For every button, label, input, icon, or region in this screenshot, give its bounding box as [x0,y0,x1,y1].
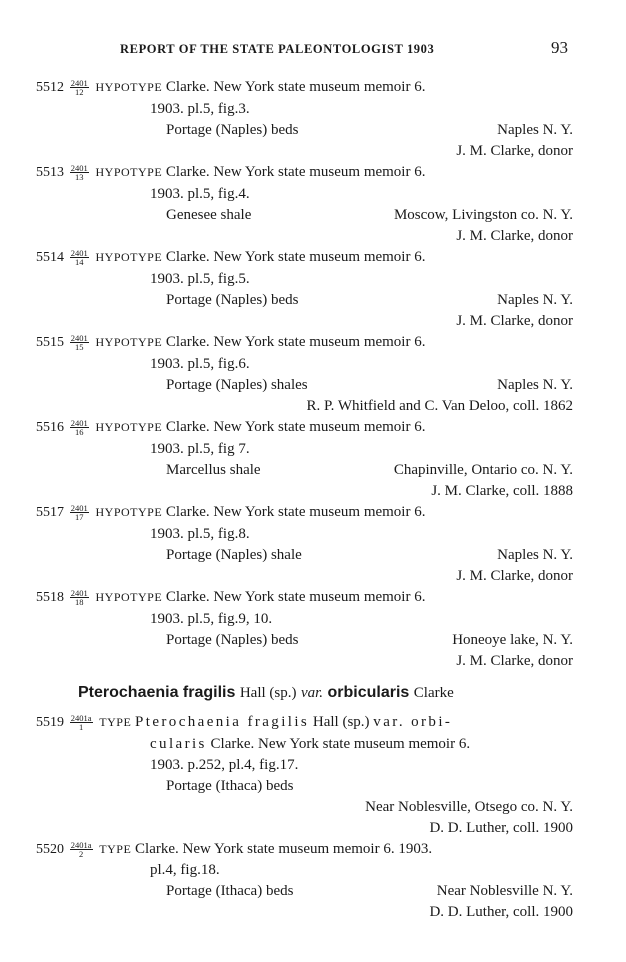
catalog-entry-5519 [36,713,452,732]
page-number: 93 [551,38,568,57]
entry-donor: J. M. Clarke, donor [456,228,573,244]
specimen-fraction: $\frac{2401}{13}$ [70,163,88,183]
catalog-entry-5514 [36,248,425,267]
entry-reference: 1903. pl.5, fig.9, 10. [150,611,273,627]
variety-name: orbicularis [327,684,410,701]
entry-text: Clarke. New York state museum memoir 6. 1903. [135,841,433,857]
entry-locality: Naples N. Y. [497,292,573,308]
entry-donor: D. D. Luther, coll. 1900 [429,820,573,836]
entry-formation: Genesee shale [166,207,252,223]
species-name: Pterochaenia fragilis [78,684,236,701]
specimen-fraction: $\frac{2401}{14}$ [70,248,88,268]
specimen-fraction: $\frac{2401}{17}$ [70,503,88,523]
specimen-kind: TYPE [99,842,132,856]
catalog-entry-5513 [36,163,425,182]
specimen-fraction: $\frac{2401}{16}$ [70,418,88,438]
entry-text: Clarke. New York state museum memoir 6. [165,589,426,605]
entry-text: Clarke. New York state museum memoir 6. [165,334,426,350]
entry-formation: Portage (Naples) shales [166,377,308,393]
entry-reference: 1903. pl.5, fig.4. [150,186,250,202]
specimen-fraction: $\frac{2401a}{2}$ [70,840,92,860]
catalog-number: 5513 [36,165,64,180]
entry-reference: 1903. pl.5, fig 7. [150,441,250,457]
catalog-entry-5518 [36,588,425,607]
entry-reference: 1903. pl.5, fig.6. [150,356,250,372]
entry-donor: J. M. Clarke, coll. 1888 [431,483,573,499]
variety-spaced: cularis [150,736,207,752]
specimen-kind: HYPOTYPE [95,505,163,519]
entry-donor: J. M. Clarke, donor [456,568,573,584]
catalog-number: 5514 [36,250,64,265]
species-author: Hall (sp.) [312,714,370,730]
catalog-number: 5515 [36,335,64,350]
entry-donor: J. M. Clarke, donor [456,143,573,159]
entry-formation: Portage (Ithaca) beds [166,778,294,794]
entry-formation: Portage (Naples) shale [166,547,302,563]
catalog-entry-5517 [36,503,425,522]
catalog-number: 5517 [36,505,64,520]
entry-donor: J. M. Clarke, donor [456,313,573,329]
entry-locality: Honeoye lake, N. Y. [452,632,573,648]
entry-reference: 1903. pl.5, fig.5. [150,271,250,287]
catalog-entry-5520 [36,840,432,859]
entry-text: Clarke. New York state museum memoir 6. [165,249,426,265]
entry-text: Clarke. New York state museum memoir 6. [165,419,426,435]
variety-author: Clarke [413,685,454,701]
specimen-fraction: $\frac{2401}{12}$ [70,78,88,98]
catalog-number: 5519 [36,715,64,730]
entry-text: Clarke. New York state museum memoir 6. [210,736,471,752]
entry-donor: D. D. Luther, coll. 1900 [429,904,573,920]
entry-donor: R. P. Whitfield and C. Van Deloo, coll. 1862 [306,398,573,414]
entry-text: Clarke. New York state museum memoir 6. [165,164,426,180]
species-heading [78,684,454,702]
specimen-kind: TYPE [99,715,132,729]
specimen-kind: HYPOTYPE [95,420,163,434]
specimen-kind: HYPOTYPE [95,335,163,349]
entry-locality: Near Noblesville N. Y. [436,883,573,899]
species-author: Hall (sp.) [239,685,297,701]
entry-reference: pl.4, fig.18. [150,862,220,878]
entry-donor: J. M. Clarke, donor [456,653,573,669]
entry-reference: 1903. pl.5, fig.8. [150,526,250,542]
entry-locality: Near Noblesville, Otsego co. N. Y. [365,799,573,815]
entry-locality: Naples N. Y. [497,547,573,563]
entry-text: Clarke. New York state museum memoir 6. [165,504,426,520]
entry-reference: 1903. p.252, pl.4, fig.17. [150,757,299,773]
catalog-number: 5520 [36,842,64,857]
specimen-fraction: $\frac{2401}{15}$ [70,333,88,353]
catalog-entry-5516 [36,418,425,437]
entry-formation: Marcellus shale [166,462,261,478]
entry-continuation [150,735,470,753]
entry-locality: Moscow, Livingston co. N. Y. [393,207,573,223]
specimen-kind: HYPOTYPE [95,80,163,94]
catalog-entry-5512 [36,78,425,97]
variety-spaced: var. orbi- [373,714,453,730]
entry-formation: Portage (Naples) beds [166,122,299,138]
specimen-kind: HYPOTYPE [95,165,163,179]
catalog-number: 5516 [36,420,64,435]
entry-locality: Naples N. Y. [497,122,573,138]
entry-locality: Naples N. Y. [497,377,573,393]
specimen-fraction: $\frac{2401a}{1}$ [70,713,92,733]
variety-label: var. [300,685,324,701]
entry-formation: Portage (Ithaca) beds [166,883,294,899]
entry-reference: 1903. pl.5, fig.3. [150,101,250,117]
species-name-spaced: Pterochaenia fragilis [135,714,310,730]
specimen-fraction: $\frac{2401}{18}$ [70,588,88,608]
entry-locality: Chapinville, Ontario co. N. Y. [393,462,573,478]
catalog-number: 5512 [36,80,64,95]
catalog-number: 5518 [36,590,64,605]
entry-text: Clarke. New York state museum memoir 6. [165,79,426,95]
specimen-kind: HYPOTYPE [95,590,163,604]
specimen-kind: HYPOTYPE [95,250,163,264]
running-header: REPORT OF THE STATE PALEONTOLOGIST 1903 [120,42,435,56]
catalog-entry-5515 [36,333,425,352]
entry-formation: Portage (Naples) beds [166,292,299,308]
entry-formation: Portage (Naples) beds [166,632,299,648]
